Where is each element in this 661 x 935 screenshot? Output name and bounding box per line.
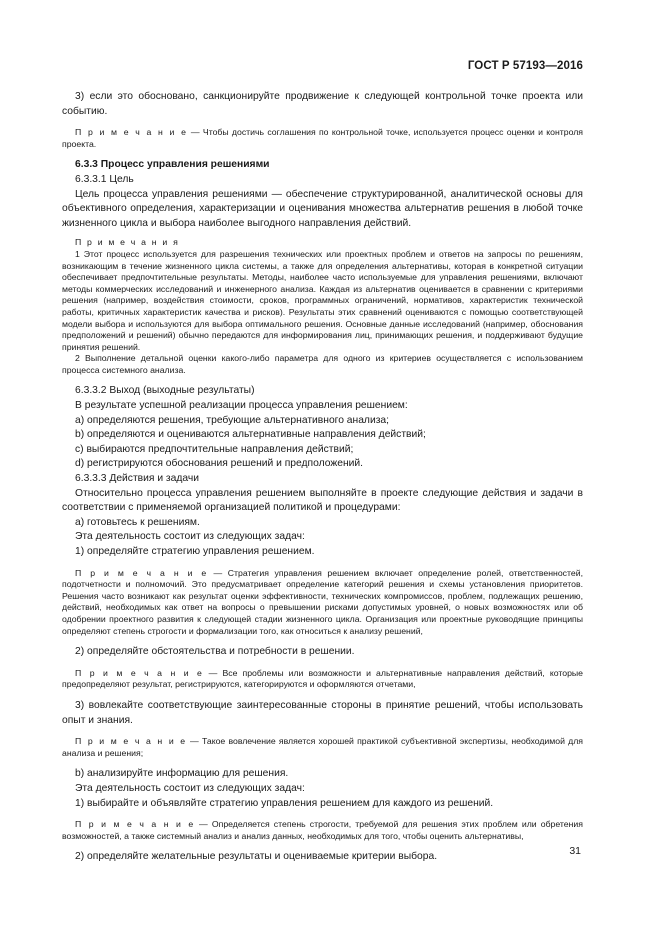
paragraph-approve-progress: 3) если это обосновано, санкционируйте продвижение к следующей контрольной точке проекта или событию. <box>62 91 583 117</box>
page-number: 31 <box>569 845 581 857</box>
note-label: П р и м е ч а н и е <box>75 736 187 747</box>
list-item-task-a3: 3) вовлекайте соответствующие заинтересованные стороны в принятие решений, чтобы использовать опыт и знания. <box>62 699 583 726</box>
note-text: — Чтобы достичь соглашения по контрольной точке, используется процесс оценки и контроля проекта. <box>62 127 583 149</box>
note-text: — Стратегия управления решением включает определение ролей, ответственностей, подотчетности и полномочий. Это предусматривает определение категорий решения и схемы установления приоритетов. Решения часто возникают как результат оценки эффективности, технических компромиссов, проблем, подлежащих решению, действий, необходимых как ответ на вопросы о превышении рисками допустимых уровней, о новых возможностях или об одобрении проектного развития к следующей стадии жизненного цикла. Организация или проектные руководящие принципы определяют степень строгости и формализации того, как относиться к анализу решений, <box>62 567 583 636</box>
note-involvement <box>62 736 583 759</box>
paragraph-activity-b-tasks: Эта деятельность состоит из следующих задач: <box>75 782 305 794</box>
paragraph-activity-a-tasks: Эта деятельность состоит из следующих задач: <box>75 531 305 543</box>
note-agreement <box>62 127 583 150</box>
list-item-outcome-d: d) регистрируются обоснования решений и предположений. <box>75 458 364 470</box>
note-text: — Все проблемы или возможности и альтернативные направления действий, которые предопределяют результат, регистрируются, категорируются и оформляются отчетами, <box>62 667 583 690</box>
note-text: — Такое вовлечение является хорошей практикой субъективной экспертизы, необходимой для анализа и решения; <box>62 736 583 758</box>
list-item-task-b1: 1) выбирайте и объявляйте стратегию управления решением для каждого из решений. <box>75 797 494 809</box>
paragraph-activities-intro: Относительно процесса управления решением выполняйте в проекте следующие действия и задачи в соответствии с применяемой организацией политикой и процедурами: <box>62 487 583 514</box>
list-item-outcome-b: b) определяются и оцениваются альтернативные направления действий; <box>75 429 426 441</box>
note-item-2: 2 Выполнение детальной оценки какого-либо параметра для одного из критериев осуществляется с использованием процесса системного анализа. <box>62 353 583 375</box>
list-item-outcome-a: a) определяются решения, требующие альтернативного анализа; <box>75 414 389 426</box>
paragraph-outcomes-intro: В результате успешной реализации процесса управления решением: <box>75 400 408 412</box>
list-item-task-b2: 2) определяйте желательные результаты и оцениваемые критерии выбора. <box>75 851 438 863</box>
note-strategy <box>62 568 583 638</box>
subsection-heading-6-3-3-1: 6.3.3.1 Цель <box>75 173 134 185</box>
list-item-task-a2: 2) определяйте обстоятельства и потребности в решении. <box>75 646 355 658</box>
note-text: — Определяется степень строгости, требуемой для решения этих проблем или обретения возможностей, а также системный анализ и анализ данных, необходимых для того, чтобы оценить альтернативы, <box>62 819 583 841</box>
notes-label: П р и м е ч а н и я <box>75 237 180 248</box>
subsection-heading-6-3-3-3: 6.3.3.3 Действия и задачи <box>75 473 200 485</box>
list-item-outcome-c: c) выбираются предпочтительные направления действий; <box>75 443 354 455</box>
subsection-heading-6-3-3-2: 6.3.3.2 Выход (выходные результаты) <box>75 385 255 397</box>
list-item-activity-b: b) анализируйте информацию для решения. <box>75 768 289 780</box>
note-label: П р и м е ч а н и е <box>75 567 208 578</box>
page-content <box>62 90 583 865</box>
note-problems <box>62 668 583 691</box>
note-label: П р и м е ч а н и е <box>75 819 195 830</box>
note-rigor <box>62 819 583 842</box>
note-label: П р и м е ч а н и е <box>75 667 204 678</box>
note-item-1: 1 Этот процесс используется для разрешения технических или проектных проблем и ответов на запросы по решениям, возникающим в течение жизненного цикла системы, а также для определения альтернативы, которая в конкретной ситуации обеспечивает предпочтительные результаты. Методы, наиболее часто используемые для управления решениями, включают методы коммерческих исследований и инженерного анализа. Каждая из альтернатив оценивается в сравнении с критериями решения (например, воздействия стоимости, сроков, программных ограничений, нормативов, характеристик технической работы, критичных характеристик качества и рисков). Результаты этих сравнений оцениваются с помощью соответствующей модели выбора и используются для выбора оптимального решения. Основные данные исследований (например, обоснования предположений и решений) обычно передаются для информирования лиц, принимающих решения, и поддерживают будущие принятия решений. <box>62 248 583 352</box>
paragraph-goal: Цель процесса управления решениями — обеспечение структурированной, аналитической основы для объективного определения, характеризации и оценивания множества альтернатив решения в любой точке жизненного цикла и выбора наиболее выгодного направления действий. <box>62 188 583 229</box>
list-item-activity-a: a) готовьтесь к решениям. <box>75 516 200 528</box>
standard-designation: ГОСТ Р 57193—2016 <box>467 60 583 72</box>
section-heading-6-3-3: 6.3.3 Процесс управления решениями <box>75 159 270 171</box>
note-label: П р и м е ч а н и е <box>75 127 188 138</box>
list-item-task-a1: 1) определяйте стратегию управления решением. <box>75 546 315 557</box>
